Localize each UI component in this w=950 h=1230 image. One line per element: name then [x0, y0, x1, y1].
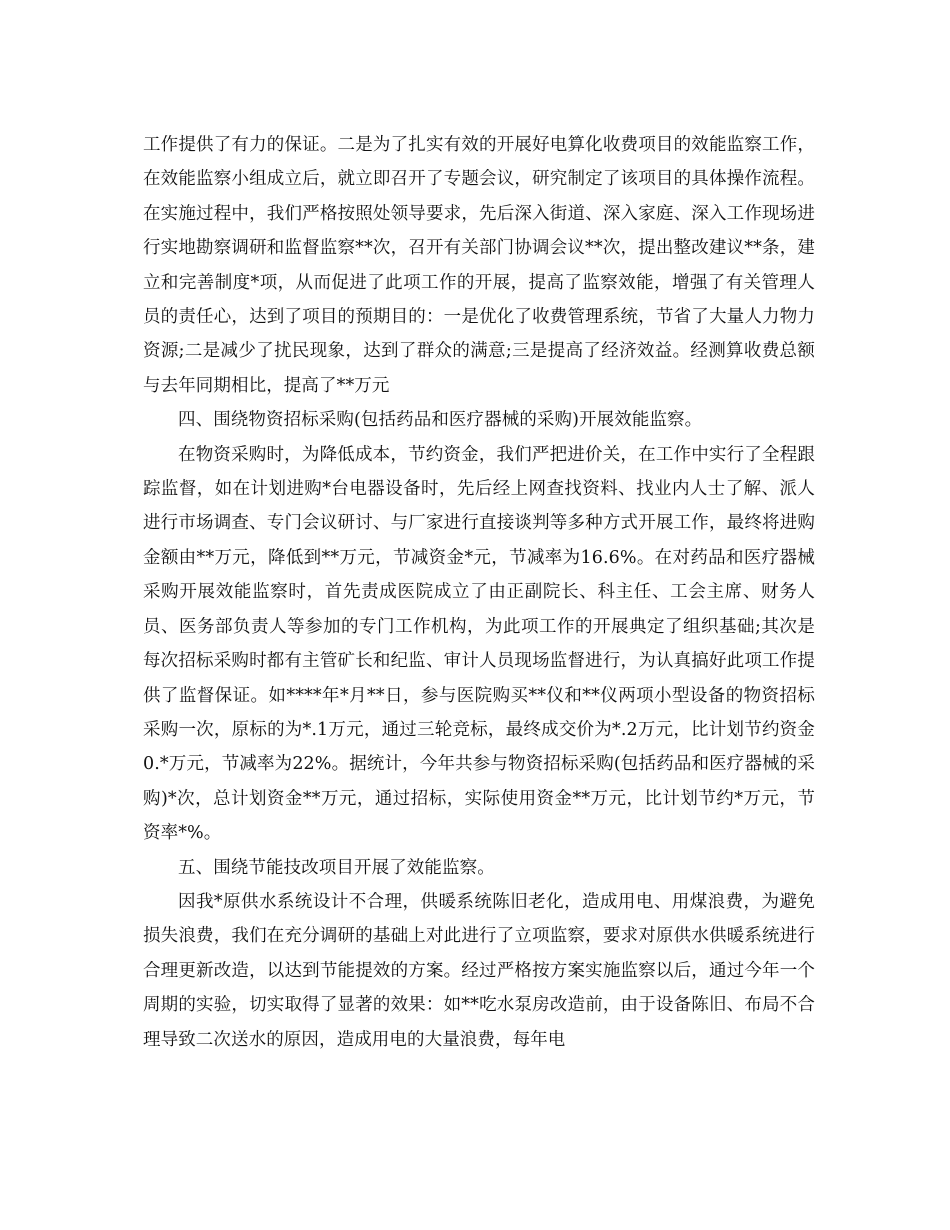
paragraph-procurement: 在物资采购时，为降低成本，节约资金，我们严把进价关，在工作中实行了全程跟踪监督，如在计划进购*台电器设备时，先后经上网查找资料、找业内人士了解、派人进行市场调查、专门会议研讨、与厂家进行直接谈判等多种方式开展工作，最终将进购金额由**万元，降低到**万元，节减资金*元，节减率为16.6%。在对药品和医疗器械采购开展效能监察时，首先责成医院成立了由正副院长、科主任、工会主席、财务人员、医务部负责人等参加的专门工作机构，为此项工作的开展典定了组织基础;其次是每次招标采购时都有主管矿长和纪监、审计人员现场监督进行，为认真搞好此项工作提供了监督保证。如****年*月**日，参与医院购买**仪和**仪两项小型设备的物资招标采购一次，原标的为*.1万元，通过三轮竞标，最终成交价为*.2万元，比计划节约资金0.*万元，节减率为22%。据统计，今年共参与物资招标采购(包括药品和医疗器械的采购)*次，总计划资金**万元，通过招标，实际使用资金**万元，比计划节约*万元，节资率*%。	[143, 444, 815, 844]
section-heading-five: 五、围绕节能技改项目开展了效能监察。	[178, 857, 495, 878]
paragraph-energy-saving: 因我*原供水系统设计不合理，供暖系统陈旧老化，造成用电、用煤浪费，为避免损失浪费，我们在充分调研的基础上对此进行了立项监察，要求对原供水供暖系统进行合理更新改造，以达到节能提效的方案。经过严格按方案实施监察以后，通过今年一个周期的实验，切实取得了显著的效果：如**吃水泵房改造前，由于设备陈旧、布局不合理导致二次送水的原因，造成用电的大量浪费，每年电	[143, 891, 815, 1050]
document-body	[143, 128, 815, 1057]
section-heading-four: 四、围绕物资招标采购(包括药品和医疗器械的采购)开展效能监察。	[178, 410, 703, 431]
paragraph-continued: 工作提供了有力的保证。二是为了扎实有效的开展好电算化收费项目的效能监察工作，在效能监察小组成立后，就立即召开了专题会议，研究制定了该项目的具体操作流程。在实施过程中，我们严格按照处领导要求，先后深入街道、深入家庭、深入工作现场进行实地勘察调研和监督监察**次，召开有关部门协调会议**次，提出整改建议**条，建立和完善制度*项，从而促进了此项工作的开展，提高了监察效能，增强了有关管理人员的责任心，达到了项目的预期目的：一是优化了收费管理系统，节省了大量人力物力资源;二是减少了扰民现象，达到了群众的满意;三是提高了经济效益。经测算收费总额与去年同期相比，提高了**万元	[143, 135, 815, 396]
